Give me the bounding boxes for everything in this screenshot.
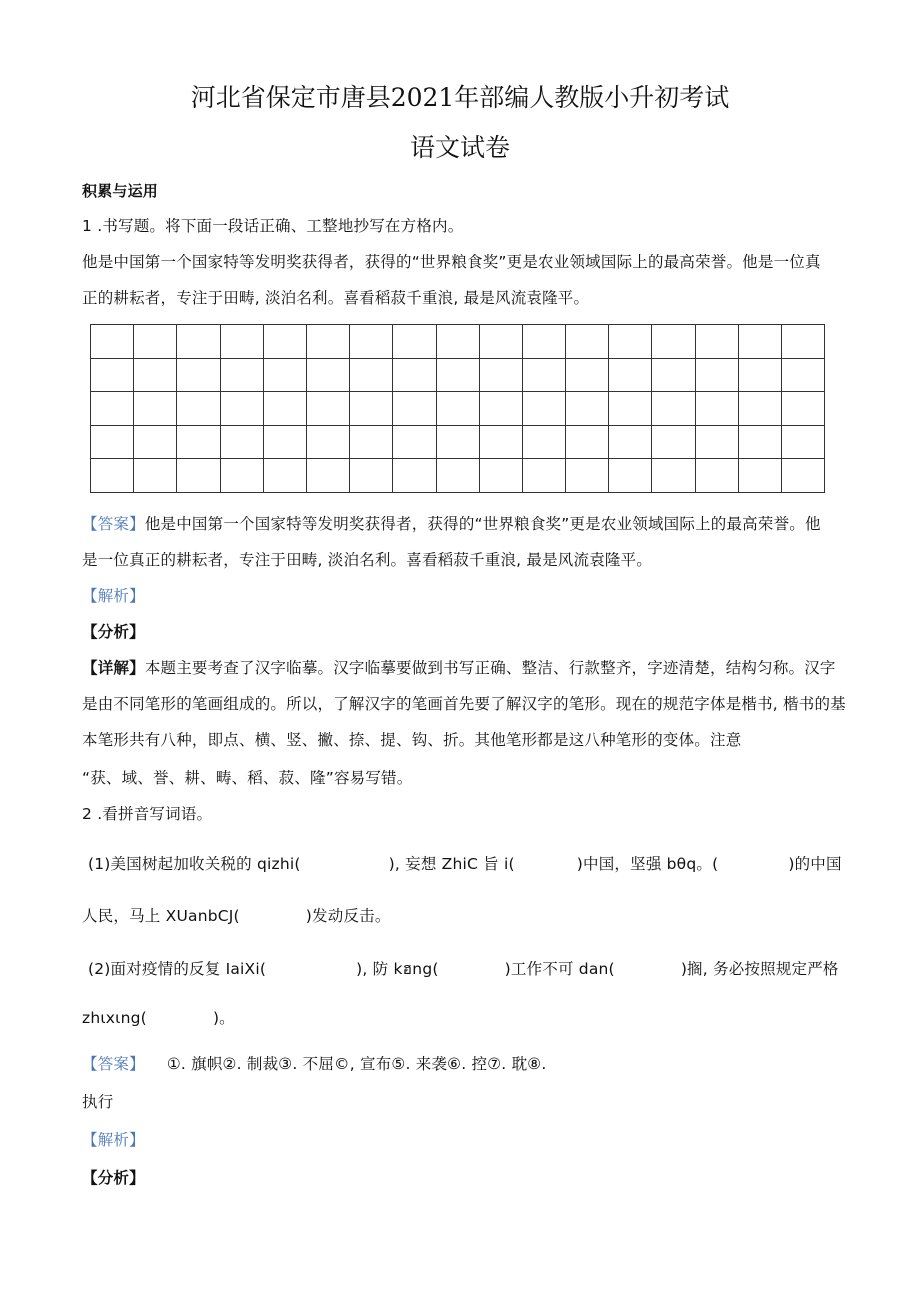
grid-cell[interactable]	[177, 459, 220, 493]
grid-cell[interactable]	[695, 325, 738, 359]
q1-passage-line: 他是中国第一个国家特等发明奖获得者，获得的“世界粮食奖”更是农业领域国际上的最高荣誉。他是一位真	[82, 253, 821, 271]
grid-cell[interactable]	[350, 358, 393, 392]
detail-text: 本题主要考查了汉字临摹。汉字临摹要做到书写正确、整洁、行款整齐，字迹清楚，结构匀称。汉字	[144, 659, 836, 677]
section-heading: 积累与运用	[82, 182, 159, 200]
grid-cell[interactable]	[263, 459, 306, 493]
q1-passage-line: 正的耕耘者，专注于田畴, 淡泊名利。喜看稻菽千重浪, 最是风流袁隆平。	[82, 289, 590, 307]
grid-cell[interactable]	[609, 425, 652, 459]
grid-cell[interactable]	[220, 325, 263, 359]
grid-cell[interactable]	[134, 358, 177, 392]
q2-text: )的中国	[788, 855, 842, 873]
grid-cell[interactable]	[134, 425, 177, 459]
q2-line	[88, 956, 839, 981]
q2-text: )。	[212, 1009, 235, 1027]
grid-row	[91, 425, 825, 459]
detail-line: 本笔形共有八种，即点、横、竖、撇、捺、提、钩、折。其他笔形都是这八种笔形的变体。注意	[82, 731, 742, 749]
grid-cell[interactable]	[436, 425, 479, 459]
grid-cell[interactable]	[522, 425, 565, 459]
grid-cell[interactable]	[350, 425, 393, 459]
grid-cell[interactable]	[522, 358, 565, 392]
grid-cell[interactable]	[479, 459, 522, 493]
q1-answer	[82, 512, 821, 534]
grid-cell[interactable]	[263, 358, 306, 392]
grid-cell[interactable]	[652, 425, 695, 459]
grid-cell[interactable]	[220, 358, 263, 392]
grid-cell[interactable]	[522, 392, 565, 426]
grid-cell[interactable]	[393, 325, 436, 359]
q2-text: )发动反击。	[305, 907, 391, 925]
grid-cell[interactable]	[436, 392, 479, 426]
q1-prompt: 1 .书写题。将下面一段话正确、工整地抄写在方格内。	[82, 217, 464, 235]
q2-text: )搁, 务必按照规定严格	[680, 960, 839, 978]
grid-cell[interactable]	[177, 425, 220, 459]
grid-cell[interactable]	[134, 325, 177, 359]
q2-text: ), 防 kฮng(	[356, 960, 439, 978]
grid-cell[interactable]	[782, 325, 825, 359]
grid-cell[interactable]	[652, 358, 695, 392]
grid-cell[interactable]	[738, 425, 781, 459]
grid-cell[interactable]	[393, 459, 436, 493]
grid-cell[interactable]	[306, 325, 349, 359]
grid-cell[interactable]	[782, 358, 825, 392]
grid-cell[interactable]	[695, 459, 738, 493]
grid-cell[interactable]	[566, 425, 609, 459]
grid-cell[interactable]	[91, 325, 134, 359]
q2-text: 人民，马上 XUanbCJ(	[82, 907, 240, 925]
grid-cell[interactable]	[609, 325, 652, 359]
q2-text: (2)面对疫情的反复 IaiXi(	[88, 960, 267, 978]
analysis-tag: 【解析】	[82, 1131, 145, 1149]
fenxi-tag: 【分析】	[82, 1169, 145, 1187]
grid-cell[interactable]	[91, 459, 134, 493]
grid-cell[interactable]	[738, 392, 781, 426]
grid-cell[interactable]	[738, 358, 781, 392]
grid-cell[interactable]	[566, 392, 609, 426]
writing-grid	[90, 324, 825, 493]
grid-row	[91, 358, 825, 392]
answer-tag: 【答案】	[82, 1055, 145, 1073]
grid-cell[interactable]	[350, 459, 393, 493]
grid-cell[interactable]	[220, 425, 263, 459]
q2-text: zhιxιng(	[82, 1009, 147, 1027]
q2-line	[82, 1006, 235, 1028]
grid-cell[interactable]	[306, 358, 349, 392]
grid-cell[interactable]	[177, 325, 220, 359]
grid-cell[interactable]	[306, 459, 349, 493]
grid-cell[interactable]	[695, 392, 738, 426]
grid-cell[interactable]	[91, 425, 134, 459]
grid-cell[interactable]	[263, 325, 306, 359]
grid-cell[interactable]	[220, 392, 263, 426]
grid-cell[interactable]	[263, 425, 306, 459]
grid-cell[interactable]	[350, 325, 393, 359]
q2-text: ), 妄想 ZhiC 旨 i(	[388, 855, 515, 873]
fenxi-tag: 【分析】	[82, 623, 145, 641]
grid-cell[interactable]	[652, 392, 695, 426]
grid-cell[interactable]	[220, 459, 263, 493]
grid-cell[interactable]	[695, 358, 738, 392]
grid-cell[interactable]	[134, 392, 177, 426]
grid-cell[interactable]	[566, 358, 609, 392]
grid-cell[interactable]	[782, 425, 825, 459]
q1-answer-cont: 是一位真正的耕耘者，专注于田畴, 淡泊名利。喜看稻菽千重浪, 最是风流袁隆平。	[82, 551, 653, 569]
grid-cell[interactable]	[91, 392, 134, 426]
grid-cell[interactable]	[479, 358, 522, 392]
grid-cell[interactable]	[306, 425, 349, 459]
grid-cell[interactable]	[134, 459, 177, 493]
grid-cell[interactable]	[91, 358, 134, 392]
page-title: 河北省保定市唐县2021年部编人教版小升初考试	[190, 83, 730, 112]
grid-cell[interactable]	[782, 392, 825, 426]
detail-line: “获、域、誉、耕、畴、稻、菽、隆”容易写错。	[82, 769, 413, 787]
grid-cell[interactable]	[479, 325, 522, 359]
grid-cell[interactable]	[609, 459, 652, 493]
detail-tag: 【详解】	[82, 659, 145, 677]
detail-line: 是由不同笔形的笔画组成的。所以，了解汉字的笔画首先要了解汉字的笔形。现在的规范字体是楷书, 楷书的基	[82, 695, 846, 713]
q2-answer	[82, 1052, 547, 1074]
grid-row	[91, 459, 825, 493]
grid-cell[interactable]	[566, 459, 609, 493]
grid-cell[interactable]	[393, 425, 436, 459]
grid-cell[interactable]	[436, 459, 479, 493]
answer-text: 他是中国第一个国家特等发明奖获得者，获得的“世界粮食奖”更是农业领域国际上的最高荣誉。他	[144, 515, 821, 533]
grid-cell[interactable]	[393, 392, 436, 426]
grid-cell[interactable]	[350, 392, 393, 426]
grid-cell[interactable]	[738, 459, 781, 493]
grid-cell[interactable]	[522, 459, 565, 493]
detail-line	[82, 656, 836, 678]
grid-cell[interactable]	[522, 325, 565, 359]
grid-row	[91, 392, 825, 426]
answer-text: ①. 旗帜②. 制裁③. 不屈©, 宣布⑤. 来袭⑥. 控⑦. 耽⑧.	[166, 1055, 547, 1073]
q2-line	[82, 904, 391, 926]
grid-cell[interactable]	[177, 358, 220, 392]
grid-cell[interactable]	[177, 392, 220, 426]
grid-cell[interactable]	[652, 459, 695, 493]
analysis-tag: 【解析】	[82, 587, 145, 605]
grid-cell[interactable]	[479, 392, 522, 426]
q2-prompt: 2 .看拼音写词语。	[82, 805, 213, 823]
answer-tag: 【答案】	[82, 515, 145, 533]
grid-cell[interactable]	[609, 358, 652, 392]
grid-cell[interactable]	[436, 325, 479, 359]
grid-row	[91, 325, 825, 359]
grid-cell[interactable]	[436, 358, 479, 392]
grid-cell[interactable]	[479, 425, 522, 459]
grid-cell[interactable]	[609, 392, 652, 426]
grid-cell[interactable]	[566, 325, 609, 359]
q2-answer-cont: 执行	[82, 1093, 114, 1111]
q2-text: )工作不可 dan(	[504, 960, 615, 978]
grid-cell[interactable]	[738, 325, 781, 359]
q2-line	[88, 852, 842, 874]
page-subtitle: 语文试卷	[409, 133, 510, 162]
grid-cell[interactable]	[782, 459, 825, 493]
grid-cell[interactable]	[695, 425, 738, 459]
grid-cell[interactable]	[306, 392, 349, 426]
grid-cell[interactable]	[652, 325, 695, 359]
q2-text: )中国，坚强 bθq。(	[576, 855, 719, 873]
q2-text: (1)美国树起加收关税的 qizhi(	[88, 855, 301, 873]
grid-cell[interactable]	[393, 358, 436, 392]
grid-cell[interactable]	[263, 392, 306, 426]
